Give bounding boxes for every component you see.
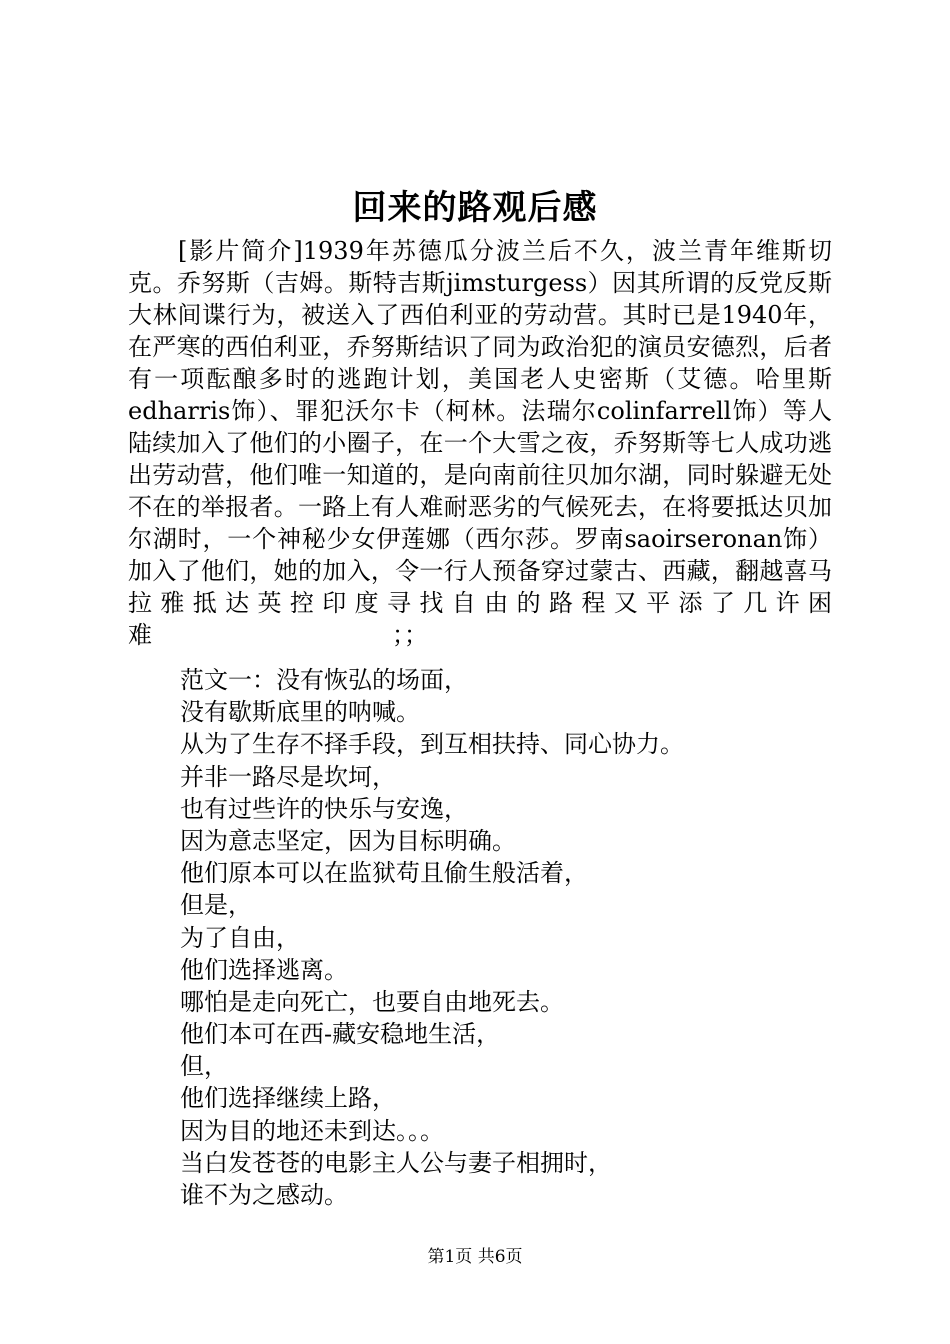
verse-line: 他们选择逃离。 bbox=[180, 955, 348, 984]
verse-line: 哪怕是走向死亡，也要自由地死去。 bbox=[180, 987, 564, 1016]
verse-line: 谁不为之感动。 bbox=[180, 1181, 348, 1209]
verse-line: 当白发苍苍的电影主人公与妻子相拥时， bbox=[180, 1148, 612, 1177]
verse-line: 但是， bbox=[180, 891, 252, 920]
verse-line: 因为意志坚定，因为目标明确。 bbox=[180, 826, 516, 855]
verse-line: 范文一：没有恢弘的场面， bbox=[180, 666, 468, 694]
verse-line: 因为目的地还未到达。。。 bbox=[180, 1116, 444, 1145]
verse-line: 从为了生存不择手段，到互相扶持、同心协力。 bbox=[180, 730, 684, 759]
verse-line: 他们选择继续上路， bbox=[180, 1084, 396, 1113]
verse-line: 没有歇斯底里的呐喊。 bbox=[180, 698, 420, 727]
verse-line: 为了自由， bbox=[180, 923, 300, 952]
intro-paragraph: [影片简介]1939年苏德瓜分波兰后不久，波兰青年维斯切克。乔努斯（吉姆。斯特吉斯jimsturgess）因其所谓的反党反斯大林间谍行为，被送入了西伯利亚的劳动营。其时已是1940年，在严寒的西伯利亚，乔努斯结识了同为政治犯的演员安德烈，后者有一项酝酿多时的逃跑计划，美国老人史密斯（艾德。哈里斯edharris饰）、罪犯沃尔卡（柯林。法瑞尔colinfarrell饰）等人陆续加入了他们的小圈子，在一个大雪之夜，乔努斯等七人成功逃出劳动营，他们唯一知道的，是向南前往贝加尔湖，同时躲避无处不在的举报者。一路上有人难耐恶劣的气候死去，在将要抵达贝加尔湖时，一个神秘少女伊莲娜（西尔莎。罗南saoirseronan饰）加入了他们，她的加入，令一行人预备穿过蒙古、西藏，翻越喜马拉雅抵达英控印度寻找自由的路程又平添了几许困难 ；； bbox=[128, 237, 832, 649]
verse-line: 并非一路尽是坎坷， bbox=[180, 762, 396, 791]
verse-line: 他们本可在西-藏安稳地生活， bbox=[180, 1020, 501, 1049]
page-footer: 第1页 共6页 bbox=[427, 1247, 523, 1267]
document-title: 回来的路观后感 bbox=[352, 188, 598, 228]
verse-list bbox=[180, 664, 830, 1211]
verse-line: 也有过些许的快乐与安逸， bbox=[180, 794, 468, 823]
verse-line: 但， bbox=[180, 1052, 228, 1081]
verse-line: 他们原本可以在监狱苟且偷生般活着， bbox=[180, 859, 588, 888]
